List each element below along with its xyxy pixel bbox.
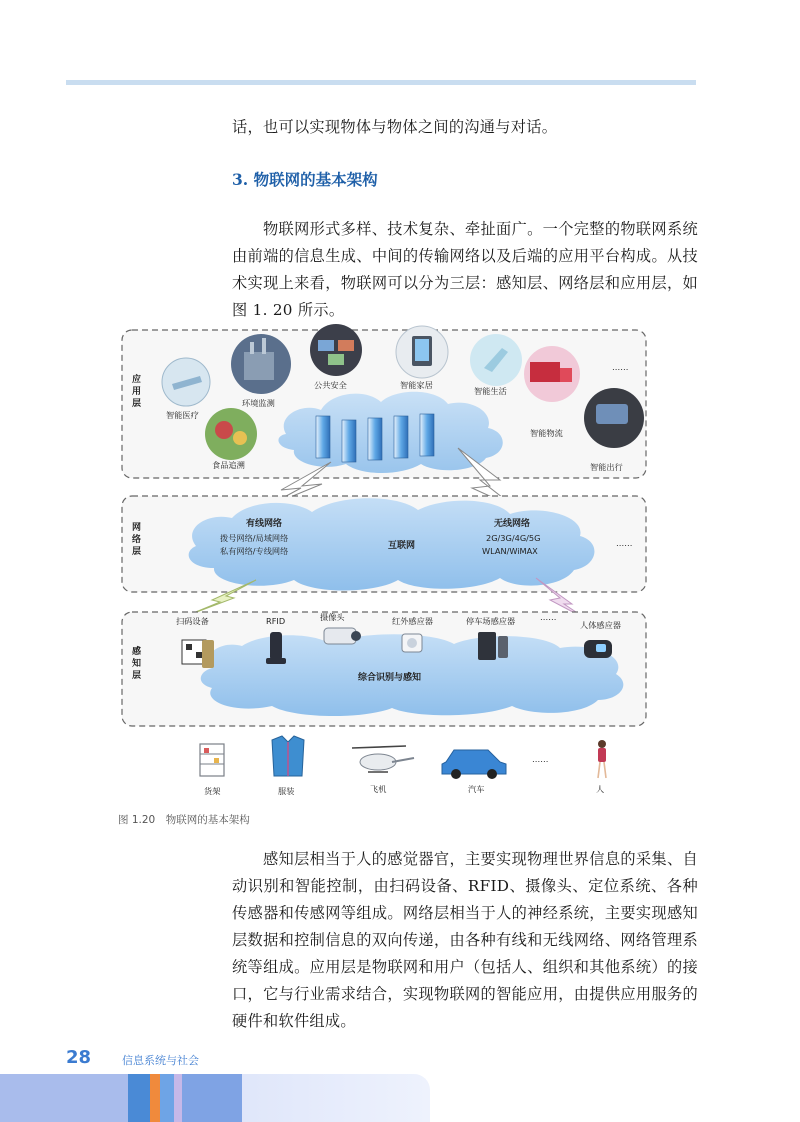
home-label: 智能家居 — [400, 380, 433, 390]
car-icon — [442, 750, 506, 779]
scanner-device-icon — [202, 640, 214, 668]
network-ellipsis: …… — [616, 538, 633, 548]
perception-cloud-label: 综合识别与感知 — [358, 673, 422, 683]
infrared-lens-icon — [407, 638, 417, 648]
human-sensor-label: 人体感应器 — [580, 620, 621, 630]
monitor-icon — [338, 340, 354, 351]
paragraph-intro: 物联网形式多样、技术复杂、牵扯面广。一个完整的物联网系统由前端的信息生成、中间的传输网络以及后端的应用平台构成。从技术实现上来看，物联网可以分为三层：感知层、网络层和应用层，如图 1. 20 所示。 — [232, 220, 698, 319]
application-layer-label: 应用层 — [132, 375, 142, 409]
env-label: 环境监测 — [242, 398, 275, 408]
paragraph-continuation: 话，也可以实现物体与物体之间的沟通与对话。 — [232, 118, 558, 136]
wireless-network-line2: WLAN/WiMAX — [482, 546, 538, 556]
footer-band — [0, 1074, 430, 1122]
clothing-icon — [272, 736, 304, 776]
food-label: 食品追溯 — [212, 460, 245, 470]
objects-ellipsis: …… — [532, 754, 549, 764]
internet-label: 互联网 — [388, 541, 416, 551]
dashboard-icon — [596, 404, 628, 424]
camera-lens-icon — [351, 631, 361, 641]
clothing-label: 服装 — [278, 786, 295, 796]
server-icon — [394, 416, 408, 458]
wireless-network-line1: 2G/3G/4G/5G — [486, 533, 541, 543]
food-icon — [233, 431, 247, 445]
infrared-label: 红外感应器 — [392, 616, 433, 626]
footer-band-stripe — [182, 1074, 242, 1122]
tablet-screen-icon — [415, 339, 429, 361]
travel-label: 智能出行 — [590, 462, 623, 472]
parking-sensor-icon — [498, 636, 508, 658]
server-icon — [342, 420, 356, 462]
page-number: 28 — [66, 1047, 92, 1068]
shelf-label: 货架 — [204, 786, 221, 796]
header-rule — [66, 80, 696, 85]
wired-network-line2: 私有网络/专线网络 — [220, 546, 289, 556]
truck-cab-icon — [560, 368, 572, 382]
wired-network-line1: 拨号网络/局域网络 — [220, 533, 289, 543]
figure-caption: 图 1.20 物联网的基本架构 — [118, 814, 250, 826]
server-icon — [316, 416, 330, 458]
chimney-icon — [262, 338, 266, 354]
section-heading: 3. 物联网的基本架构 — [232, 170, 378, 189]
rfid-reader-icon — [270, 632, 282, 660]
qr-code-icon — [186, 644, 192, 650]
perception-layer-label: 感知层 — [132, 647, 142, 681]
monitor-icon — [318, 340, 334, 351]
car-label: 汽车 — [468, 784, 485, 794]
footer-band-stripe — [128, 1074, 150, 1122]
medical-label: 智能医疗 — [166, 410, 199, 420]
factory-icon — [244, 352, 274, 380]
wireless-network-title: 无线网络 — [494, 519, 531, 529]
server-icon — [420, 414, 434, 456]
paragraph-explanation: 感知层相当于人的感觉器官，主要实现物理世界信息的采集、自动识别和智能控制，由扫码设备、RFID、摄像头、定位系统、各种传感器和传感网等组成。网络层相当于人的神经系统，主要实现感知层数据和控制信息的双向传递，由各种有线和无线网络、网络管理系统等组成。应用层是物联网和用户（包括人、组织和其他系统）的接口，它与行业需求结合，实现物联网的智能应用，由提供应用服务的硬件和软件组成。 — [232, 850, 698, 1030]
iot-architecture-figure — [116, 322, 656, 806]
monitor-icon — [328, 354, 344, 365]
human-sensor-indicator-icon — [596, 644, 606, 652]
logistics-label: 智能物流 — [530, 428, 563, 438]
parking-label: 停车场感应器 — [466, 616, 516, 626]
truck-icon — [530, 362, 560, 382]
plane-label: 飞机 — [370, 784, 387, 794]
footer-band-stripe — [174, 1074, 182, 1122]
application-ellipsis: …… — [612, 362, 629, 372]
scanner-label: 扫码设备 — [176, 616, 209, 626]
rfid-base-icon — [266, 658, 286, 664]
chimney-icon — [250, 342, 254, 354]
book-title: 信息系统与社会 — [122, 1054, 199, 1067]
rfid-label: RFID — [266, 616, 286, 626]
qr-code-icon — [196, 652, 202, 658]
person-icon — [598, 740, 606, 778]
footer-band-stripe — [0, 1074, 128, 1122]
server-icon — [368, 418, 382, 460]
camera-label: 摄像头 — [320, 612, 345, 622]
security-image — [310, 324, 362, 376]
footer-band-stripe — [150, 1074, 160, 1122]
person-label: 人 — [596, 784, 605, 794]
security-label: 公共安全 — [314, 380, 347, 390]
shelf-icon — [200, 744, 224, 776]
food-icon — [215, 421, 233, 439]
life-label: 智能生活 — [474, 386, 507, 396]
footer-band-stripe — [160, 1074, 174, 1122]
wired-network-title: 有线网络 — [246, 519, 283, 529]
network-layer-label: 网络层 — [132, 523, 142, 557]
perception-ellipsis: …… — [540, 612, 557, 622]
parking-sensor-icon — [478, 632, 496, 660]
plane-icon — [352, 746, 414, 772]
